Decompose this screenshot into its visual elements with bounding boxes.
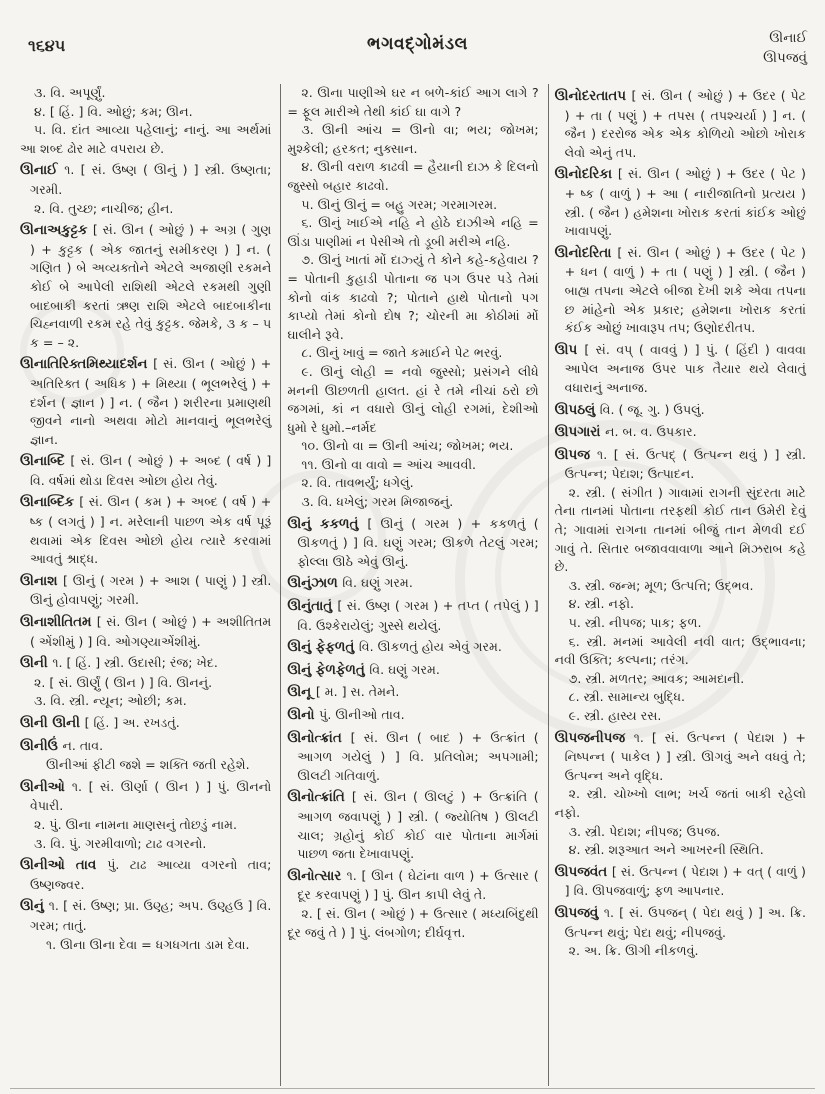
headword: ઊપઠલું [554, 402, 600, 418]
entry-paragraph: ઊપજનીપજ ૧. [ સં. ઉત્પન્ન ( પેદાશ ) + નિષ્પન્ન ( પાકેલ ) ] સ્ત્રી. ઊગવું અને વધવું તે; ઉત્પન્ન અને વૃદ્ધિ. [554, 729, 806, 783]
sense-paragraph: ૩. ઊની આંચ = ઊનો વા; ભય; જોખમ; મુશ્કેલી; હરકત; નુક્સાન. [287, 122, 539, 156]
headword: ઊનાબ્દિ [20, 454, 71, 470]
sense-paragraph: ૨. સ્ત્રી. ચોખ્ખો લાભ; ખર્ચ જતાં બાકી રહેલો નફો. [554, 786, 806, 820]
headword: ઊનોદરતાતપ [554, 89, 632, 104]
entry-paragraph: ઊનાઅકુટ્ટક [ સં. ઊન ( ઓછું ) + અગ્ર ( ગુણ ) + કુટ્ટક ( એક જાતનું સમીકરણ ) ] ન. ( ગણિત ) બે અવ્યક્તોને એટલે અજાણી રકમને કોઈ બે આપેલી રાશિથી એટલે રકમથી ગુણી બાદબાકી કરતાં ઋણ રાશિ એટલે બાદબાકીના ચિહ્નવાળી રકમ રહે તેવું કુટ્ટક. જેમકે, ૩ ક – ૫ ક = – ૨. [20, 222, 272, 350]
entry-paragraph: ઊનું ૧. [ સં. ઉષ્ણ; પ્રા. ઉણ્હ; અપ. ઉણ્હઉ ] વિ. ગરમ; તાતું. [20, 898, 272, 933]
entry-paragraph: ઊપઠલું વિ. ( જૂ. ગુ. ) ઉપલું. [554, 401, 705, 418]
dictionary-columns [14, 84, 815, 1086]
dictionary-column-1 [14, 84, 280, 1086]
entry-paragraph: ઊની ૧. [ હિં. ] સ્ત્રી. ઉદાસી; રંજ; ખેદ. [20, 655, 218, 672]
page-number: ૧૬૪૫ [28, 36, 66, 55]
headword: ઊપગારાં [554, 425, 606, 441]
sense-paragraph: ૨. સ્ત્રી. ( સંગીત ) ગાવામાં રાગની સુંદરતા માટે તેના તાનમાં પોતાના તરફથી કોઈ તાન ઉમેરી દેવું તે; ગાવામાં રાગના તાનમાં બીજું તાન મેળવી દઈ ગાવું તે. સિતાર બજાવવાવાળા આને મિઝરાબ કહે છે. [554, 484, 806, 575]
entry-paragraph: ઊનુંઝાળ વિ. ઘણું ગરમ. [287, 575, 413, 592]
headword: ઊપ [554, 342, 585, 358]
guide-word-last: ઊપજવું [763, 50, 807, 66]
headword: ઊપજવું [554, 905, 604, 921]
entry-paragraph: ઊનાશીતિતમ [ સં. ઊન ( ઓછું ) + અશીતિતમ ( એંશીમું ) ] વિ. ઓગણ્યાએંશીમું. [20, 614, 272, 649]
sense-paragraph: ૪. સ્ત્રી. નફો. [568, 596, 635, 612]
sense-paragraph: ૬. ઊનું ખાઈએ નહિ ને હોઠે દાઝીએ નહિ = ઊંડા પાણીમાં ન પેસીએ તો ડૂબી મરીએ નહિ. [287, 215, 539, 249]
sense-paragraph: ૬. સ્ત્રી. મનમાં આવેલી નવી વાત; ઉદ્ભાવના; નવી ઉક્તિ; કલ્પના; તરંગ. [554, 633, 806, 668]
guide-word-first: ઊનાઈ [769, 30, 807, 46]
sense-paragraph: ૨. [ સં. ઊર્ણું ( ઊન ) ] વિ. ઊનનું. [34, 674, 213, 690]
sense-paragraph: ૨. ઊના પાણીએ ઘર ન બળે-કાંઈ આગ લાગે ? = ફૂલ મારીએ તેથી કાંઈ ઘા વાગે ? [287, 85, 539, 119]
headword: ઊનોત્ક્રાંત [287, 730, 351, 746]
entry-paragraph: ઊનાતિરિક્તમિથ્યાદર્શન [ સં. ઊન ( ઓછું ) + અતિરિક્ત ( અધિક ) + મિથ્યા ( ભૂલભરેલું ) + દર્શન ( જ્ઞાન ) ] ન. ( જૈન ) શરીરના પ્રમાણથી જીવને નાનો અથવા મોટો માનવાનું ભૂલભરેલું જ્ઞાન. [20, 356, 272, 447]
headword: ઊનીઓ તાવ [20, 858, 108, 874]
entry-paragraph: ઊનોદરિતા [ સં. ઊન ( ઓછું ) + ઉદર ( પેટ ) + ધન ( વાળું ) + તા ( પણું ) ] સ્ત્રી. ( જૈન ) બાહ્ય તપના એટલે બીજા દેખી શકે એવા તપના છ માંહેનો એક પ્રકાર; હમેશના ખોરાક કરતાં કંઈક ઓછું ખાવારૂપ તપ; ઉણોદરીતપ. [554, 244, 806, 336]
entry-paragraph: ઊનીઉં ન. તાવ. [20, 737, 104, 754]
entry-paragraph: ઊનોદરિકા [ સં. ઊન ( ઓછું ) + ઉદર ( પેટ ) + ષ્ક ( વાળું ) + આ ( નારીજાતિનો પ્રત્યય ) સ્ત્રી. ( જૈન ) હમેશના ખોરાક કરતાં કાંઈક ઓછું ખાવાપણું. [554, 166, 806, 239]
sense-paragraph: ૪. [ હિં. ] વિ. ઓછું; કમ; ઊન. [34, 103, 193, 119]
headword: ઊનુંઝાળ [287, 576, 343, 592]
headword: ઊપજ [554, 447, 598, 463]
entry-paragraph: ઊનીઓ તાવ પું. ટાઢ આવ્યા વગરનો તાવ; ઉષ્ણજ્વર. [20, 857, 272, 892]
page-header [28, 28, 807, 80]
headword: ઊનાશ [20, 573, 63, 589]
sense-paragraph: ૮. સ્ત્રી. સામાન્ય બુદ્ધિ. [568, 689, 686, 705]
entry-paragraph: ઊપજ ૧. [ સં. ઉત્પદ્ ( ઉત્પન્ન થવું ) ] સ્ત્રી. ઉત્પન્ન; પેદાશ; ઉત્પાદન. [554, 446, 806, 482]
sense-paragraph: ૩. વિ. પું. ગરમીવાળો; ટાઢ વગરનો. [34, 835, 207, 851]
entry-paragraph: ઊની ઊની [ હિં. ] અ. રખડતું. [20, 715, 180, 731]
entry-paragraph: ઊનોત્ક્રાંત [ સં. ઊન ( બાદ ) + ઉત્ક્રાંત ( આગળ ગયેલું ) ] વિ. પ્રતિલોમ; અપગામી; ઊલટી ગતિવાળું. [287, 729, 539, 783]
guide-words [763, 28, 807, 68]
sense-paragraph: ૩. વિ. ધખેલું; ગરમ મિજાજનું. [301, 494, 454, 510]
headword: ઊનોત્ક્રાંતિ [287, 790, 352, 806]
entry-paragraph: ઊનું ફેળફેળતું વિ. ઘણું ગરમ. [287, 661, 440, 678]
sense-paragraph: ૭. સ્ત્રી. મળતર; આવક; આમદાની. [568, 670, 745, 686]
sense-paragraph: ૩. વિ. અપૂર્ણું. [34, 85, 106, 100]
sense-paragraph: ૧૧. ઊનો વા વાવો = આંચ આવવી. [301, 456, 477, 472]
dictionary-column-3 [548, 84, 815, 1086]
sense-paragraph: ૩. સ્ત્રી. જન્મ; મૂળ; ઉત્પત્તિ; ઉદ્ભવ. [568, 577, 754, 593]
sense-paragraph: ૫. સ્ત્રી. નીપજ; પાક; ફળ. [568, 615, 702, 631]
entry-paragraph: ઊનોત્ક્રાંતિ [ સં. ઊન ( ઊલટું ) + ઉત્ક્રાંતિ ( આગળ જવાપણું ) ] સ્ત્રી. ( જ્યોતિષ ) ઊલટી ચાલ; ગ્રહોનું કોઈ કોઈ વાર પોતાના માર્ગમાં પાછળ જતા દેખાવાપણું. [287, 789, 539, 862]
entry-paragraph: ઊનોત્સાર ૧. [ ઊન ( ઘેટાંના વાળ ) + ઉત્સાર ( દૂર કરવાપણું ) ] પું. ઊન કાપી લેવું તે. [287, 867, 539, 903]
sense-paragraph: ઊનીઆં ફીટી જશે = શક્તિ જતી રહેશે. [46, 757, 250, 773]
headword: ઊનોદરિકા [554, 167, 618, 183]
sense-paragraph: ૨. વિ. તુચ્છ; નાચીજ; હીન. [34, 200, 174, 216]
headword: ઊનુંતાતું [287, 599, 338, 615]
headword: ઊનું ફેળફેળતું [287, 662, 370, 678]
sense-paragraph: ૩. સ્ત્રી. પેદાશ; નીપજ; ઉપજ. [568, 823, 721, 839]
headword: ઊનું [20, 899, 49, 915]
headword: ઊનું કકળતું [287, 516, 368, 532]
headword: ઊપજનીપજ [554, 730, 634, 746]
headword: ઊનાઈ [20, 163, 65, 179]
headword: ઊનો [287, 708, 320, 723]
sense-paragraph: ૪. ઊની વરાળ કાઢવી = હૈયાની દાઝ કે દિલનો જુસ્સો બહાર કાઢવો. [287, 159, 539, 193]
entry-paragraph: ઊપ [ સં. વપ્ ( વાવવું ) ] પું. ( હિંદી ) વાવવા આપેલ અનાજ ઉપર પાક તૈયાર થયે લેવાતું વધારાનું અનાજ. [554, 341, 806, 395]
dictionary-column-2 [280, 84, 547, 1086]
headword: ઊનાઅકુટ્ટક [20, 223, 93, 239]
sense-paragraph: ૧૦. ઊનો વા = ઊની આંચ; જોખમ; ભય. [301, 438, 514, 454]
entry-paragraph: ઊનું ફેફળતું વિ. ઊકળતું હોય એવું ગરમ. [287, 639, 502, 656]
sense-paragraph: ૧. ઊના ઊના દેવા = ધગધગતા ડામ દેવા. [46, 936, 250, 952]
sense-paragraph: ૨. વિ. તાવભર્યું; ધગેલું. [301, 475, 414, 491]
headword: ઊનાશીતિતમ [20, 615, 97, 631]
sense-paragraph: ૯. ઊનું લોહી = નવો જુસ્સો; પ્રસંગને લીધે મનની ઊછળતી હાલત. હાં રે તમે નીચાં ઠરો છો જગમાં, કાં ન વધારો ઊનું લોહી રગમાં, દેશીઓ ધુમો રે ધુમો.–નર્મદ [287, 363, 539, 435]
entry-paragraph: ઊનાઈ ૧. [ સં. ઉષ્ણ ( ઊનું ) ] સ્ત્રી. ઉષ્ણતા; ગરમી. [20, 162, 272, 197]
entry-paragraph: ઊનૂ [ મ. ] સ. તેમને. [287, 684, 400, 701]
entry-paragraph: ઊનાબ્દિ [ સં. ઊન ( ઓછું ) + અબ્દ ( વર્ષ ) ] વિ. વર્ષમાં થોડા દિવસ ઓછા હોય તેવું. [20, 453, 272, 488]
sense-paragraph: ૨. અ. ક્રિ. ઊગી નીકળવું. [568, 943, 699, 959]
headword: ઊપજવંત [554, 864, 612, 880]
headword: ઊનીઉં [20, 738, 63, 754]
entry-paragraph: ઊનુંતાતું [ સં. ઉષ્ણ ( ગરમ ) + તપ્ત ( તપેલું ) ] વિ. ઉશ્કેરાયેલું; ગુસ્સે થયેલું. [287, 598, 539, 633]
entry-paragraph: ઊનાબ્દિક [ સં. ઊન ( કમ ) + અબ્દ ( વર્ષ ) + ષ્ક ( લગતું ) ] ન. મરેલાની પાછળ એક વર્ષ પૂરૂં થવામાં એક દિવસ ઓછો હોય ત્યારે કરવામાં આવતું શ્રાદ્ધ. [20, 494, 272, 567]
sense-paragraph: ૨. પું. ઊના નામના માણસનું તોછડું નામ. [34, 816, 237, 832]
bottom-rule [10, 1088, 815, 1089]
sense-paragraph: ૯. સ્ત્રી. હાસ્ય રસ. [568, 708, 662, 723]
sense-paragraph: ૨. [ સં. ઊન ( ઓછું ) + ઉત્સાર ( મધ્યબિંદુથી દૂર જવું તે ) ] પું. લંબગોળ; દીર્ઘવૃત્ત. [287, 905, 539, 940]
sense-paragraph: ૫. વિ. દાંત આવ્યા પહેલાનું; નાનું. આ અર્થમાં આ શબ્દ ઢોર માટે વપરાય છે. [20, 122, 272, 156]
sense-paragraph: ૮. ઊનું ખાવું = જાતે કમાઈને પેટ ભરવું. [301, 345, 503, 361]
entry-paragraph: ઊનોદરતાતપ [ સં. ઊન ( ઓછું ) + ઉદર ( પેટ ) + તા ( પણું ) + તપસ ( તપશ્ચર્યા ) ] ન. ( જૈન ) દરરોજ એક એક કોળિયો ઓછો ખોરાક લેવો એનું તપ. [554, 88, 806, 160]
book-title: ભગવદ્ગોમંડલ [367, 34, 468, 54]
sense-paragraph: ૪. સ્ત્રી. શરૂઆત અને આખરની સ્થિતિ. [568, 842, 764, 858]
entry-paragraph: ઊનો પું. ઊનીઓ તાવ. [287, 707, 405, 723]
headword: ઊનોદરિતા [554, 245, 618, 261]
entry-paragraph: ઊપજવંત [ સં. ઉત્પન્ન ( પેદાશ ) + વત્ ( વાળું ) ] વિ. ઊપજવાળું; ફળ આપનાર. [554, 863, 806, 899]
sense-paragraph: ૩. વિ. સ્ત્રી. ન્યૂન; ઓછી; કમ. [34, 693, 187, 709]
headword: ઊનૂ [287, 685, 316, 701]
headword: ઊનોત્સાર [287, 868, 347, 884]
entry-paragraph: ઊનું કકળતું [ ઊનું ( ગરમ ) + કકળતું ( ઊકળતું ) ] વિ. ઘણું ગરમ; ઊકળે તેટલું ગરમ; ફોલ્લા ઊઠે એવું ઊનું. [287, 515, 539, 569]
headword: ઊનીઓ [20, 779, 72, 795]
headword: ઊની ઊની [20, 716, 85, 731]
headword: ઊનાતિરિક્તમિથ્યાદર્શન [20, 357, 154, 373]
headword: ઊની [20, 656, 53, 672]
entry-paragraph: ઊનાશ [ ઊનું ( ગરમ ) + આશ ( પાણું ) ] સ્ત્રી. ઊનું હોવાપણું; ગરમી. [20, 572, 272, 608]
sense-paragraph: ૫. ઊનું ઊનું = બહુ ગરમ; ગરમાગરમ. [301, 196, 498, 212]
entry-paragraph: ઊપગારાં ન. બ. વ. ઉપકાર. [554, 424, 697, 441]
sense-paragraph: ૭. ઊનું ખાતાં મોં દાઝ્યું તે કોને કહે-કહેવાય ? = પોતાની કુહાડી પોતાના જ પગ ઉપર પડે તેમાં કોનો વાંક કાઢવો ?; પોતાને હાથે પોતાનો પગ કાપ્યો તેમાં કોનો દોષ ?; ચોરની મા કોઠીમાં મોં ઘાલીને રૂવે. [287, 252, 539, 342]
headword: ઊનું ફેફળતું [287, 640, 359, 656]
entry-paragraph: ઊપજવું ૧. [ સં. ઉપજન્ ( પેદા થવું ) ] અ. ક્રિ. ઉત્પન્ન થવું; પેદા થવું; નીપજવું. [554, 904, 806, 940]
entry-paragraph: ઊનીઓ ૧. [ સં. ઊર્ણા ( ઊન ) ] પું. ઊનનો વેપારી. [20, 778, 272, 814]
headword: ઊનાબ્દિક [20, 495, 80, 511]
